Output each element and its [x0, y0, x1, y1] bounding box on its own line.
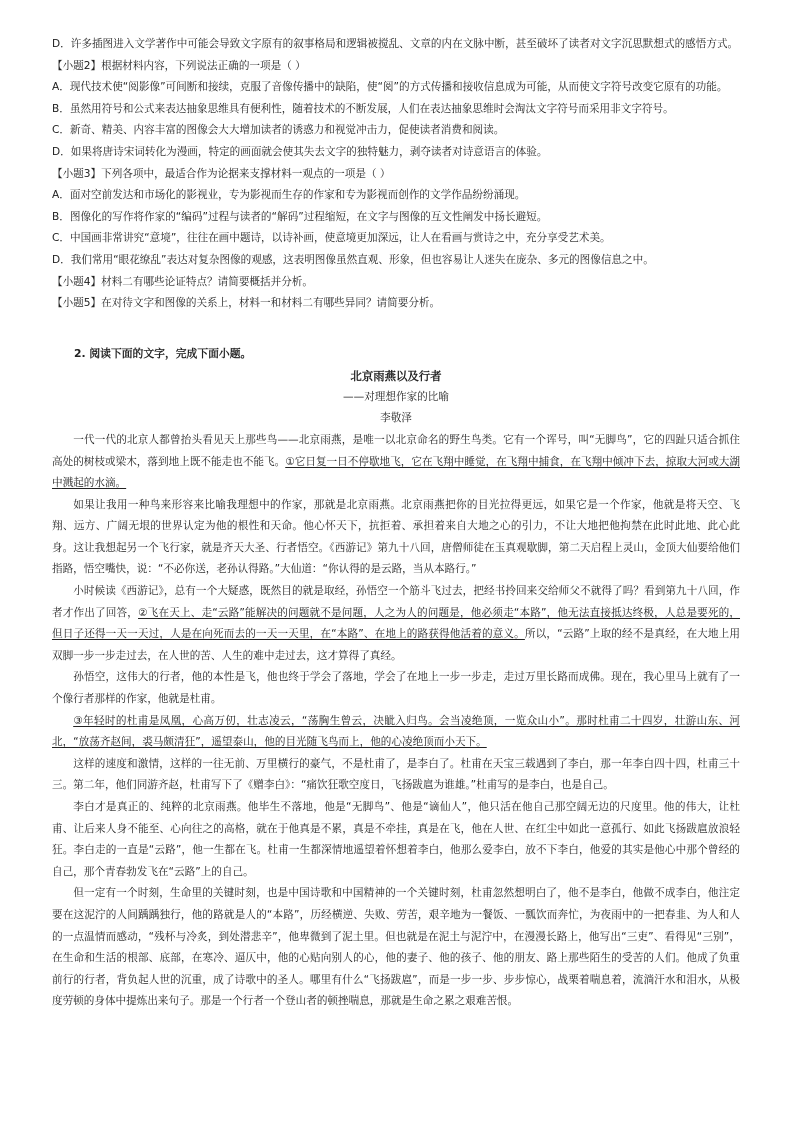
q2-option-d: D．如果将唐诗宋词转化为漫画，特定的画面就会使其失去文字的独特魅力，剥夺读者对诗意语言的体验。 — [52, 145, 548, 158]
paragraph-4: 孙悟空，这伟大的行者，他的本性是飞，他也终于学会了落地，学会了在地上一步一步走，走过万里长路而成佛。现在，我心里马上就有了一个像行者那样的作家，他就是杜甫。 — [52, 671, 740, 706]
section-heading: 2. 阅读下面的文字，完成下面小题。 — [74, 346, 252, 360]
paragraph-1 — [52, 430, 740, 495]
q3-stem: 【小题3】下列各项中，最适合作为论据来支撑材料一观点的一项是（ ） — [52, 167, 391, 180]
q2-option-c: C．新奇、精美、内容丰富的图像会大大增加读者的诱惑力和视觉冲击力，促使读者消费和阅读。 — [52, 124, 505, 137]
q2-stem: 【小题2】根据材料内容，下列说法正确的一项是（ ） — [52, 59, 306, 72]
section-gap — [52, 315, 740, 343]
paragraph-6: 这样的速度和激情，这样的一往无前、万里横行的豪气，不是杜甫了，是李白了。杜甫在天宝三载遇到了李白，那一年李白四十四，杜甫三十三。第二年，他们同游齐赵，杜甫写下了《赠李白》：“痛饮狂歌空度日，飞扬跋扈为谁雄。”杜甫写的是李白，也是自己。 — [52, 757, 740, 792]
q3-option-d: D．我们常用“眼花缭乱”表达对复杂图像的观感，这表明图像虽然直观、形象，但也容易让人迷失在庞杂、多元的图像信息之中。 — [52, 253, 654, 266]
underlined-sentence-2: ②飞在天上、走“云路”能解决的问题就不是问题，人之为人的问题是，他必须走“本路”，他无法直接抵达终极，人总是要死的，但日子还得一天一天过，人是在向死而去的一天一天里，在“本路”、在地上的路获得他活着的意义。 — [52, 606, 741, 641]
article-subtitle: ——对理想作家的比喻 — [343, 390, 449, 403]
paragraph-7: 李白才是真正的、纯粹的北京雨燕。他毕生不落地，他是“无脚鸟”、他是“谪仙人”，他只活在他自己那空阔无边的尺度里。他的伟大，让杜甫、让后来人身不能至、心向往之的高格，就在于他真是不累，真是不牵挂，真是在飞，他在人世、在红尘中如此一意孤行、如此飞扬跋扈放浪轻狂。李白走的一直是“云路”，他一生都在飞。杜甫一生都深情地遥望着怀想着李白，他那么爱李白，放不下李白，他爱的其实是他心中那个曾经的自己，那个青春勃发飞在“云路”上的自己。 — [52, 801, 740, 878]
paragraph-2: 如果让我用一种鸟来形容来比喻我理想中的作家，那就是北京雨燕。北京雨燕把你的目光拉得更远，如果它是一个作家，他就是将天空、飞翔、远方、广阔无垠的世界认定为他的根性和天命。他心怀天下，抗拒着、承担着来自大地之心的引力，不让大地把他拘禁在此时此地、此心此身。这让我想起另一个飞行家，就是齐天大圣、行者悟空。《西游记》第九十八回，唐僧师徒在玉真观歇脚，第二天启程上灵山，金顶大仙要给他们指路，悟空嘴快，说：“不必你送，老孙认得路。”大仙道：“你认得的是云路，当从本路行。” — [52, 498, 740, 576]
paragraph-1-text: 一代一代的北京人都曾抬头看见天上那些鸟——北京雨燕，是唯一以北京命名的野生鸟类。它有一个诨号，叫“无脚鸟”，它的四趾只适合抓住高处的树枝或梁木，落到地上既不能走也不能飞。 — [52, 433, 740, 468]
paragraph-3-text-b: 所以，“云路”上取的经不是真经，在大地上用双脚一步一步走过去，在人世的苦、人生的难中走过去，这才算得了真经。 — [52, 628, 740, 662]
q5-stem: 【小题5】在对待文字和图像的关系上，材料一和材料二有哪些异同？请简要分析。 — [52, 297, 441, 310]
q2-option-b: B．虽然用符号和公式来表达抽象思维具有便利性，随着技术的不断发展，人们在表达抽象思维时会淘汰文字符号而采用非文字符号。 — [52, 102, 674, 115]
q3-option-b: B．图像化的写作将作家的“编码”过程与读者的“解码”过程缩短，在文字与图像的互文性阐发中扬长避短。 — [52, 210, 548, 223]
q1-option-d: D．许多插图进入文学著作中可能会导致文字原有的叙事格局和逻辑被搅乱、文章的内在文脉中断，甚至破坏了读者对文字沉思默想式的感悟方式。 — [52, 38, 739, 50]
q3-option-a: A．面对空前发达和市场化的影视业，专为影视而生存的作家和专为影视而创作的文学作品纷纷涌现。 — [52, 189, 526, 202]
q3-option-c: C．中国画非常讲究“意境”，往往在画中题诗，以诗补画，使意境更加深远，让人在看画与赏诗之中，充分享受艺术美。 — [52, 232, 611, 245]
q4-stem: 【小题4】材料二有哪些论证特点？请简要概括并分析。 — [52, 275, 313, 288]
paragraph-5 — [52, 711, 740, 754]
article-author: 李敬泽 — [380, 412, 412, 425]
underlined-sentence-3: ③年轻时的杜甫是凤凰，心高万仞，壮志凌云，“荡胸生曾云，决眦入归鸟。会当凌绝顶，一览众山小”。那时杜甫二十四岁，壮游山东、河北，“放荡齐赵间，裘马颇清狂”，遥望泰山，他的目光随飞鸟而上，他的心凌绝顶而小天下。 — [52, 714, 740, 749]
underlined-sentence-1: ①它日复一日不停歇地飞，它在飞翔中睡觉，在飞翔中捕食，在飞翔中倾冲下去，掠取大河或大湖中溅起的水滴。 — [52, 455, 740, 490]
paragraph-3-text-a: 小时候读《西游记》，总有一个大疑惑，既然目的就是取经，孙悟空一个筋斗飞过去，把经书拎回来交给师父不就得了吗？看到第九十八回，作者才作出了回答， — [52, 585, 740, 619]
q2-option-a: A．现代技术使“阅影像”可间断和接续，克服了音像传播中的缺陷，使“阅”的方式传播和接收信息成为可能，从而使文字符号改变它原有的功能。 — [52, 81, 728, 94]
paragraph-3 — [52, 581, 740, 667]
document-page — [52, 34, 740, 1013]
article-title: 北京雨燕以及行者 — [350, 368, 442, 383]
paragraph-8: 但一定有一个时刻，生命里的关键时刻，也是中国诗歌和中国精神的一个关键时刻，杜甫忽然想明白了，他不是李白，他做不成李白，他注定要在这泥泞的人间踽踽独行，他的路就是人的“本路”，历经横逆、失败、劳苦，艰辛地为一餐饭、一瓢饮而奔忙，为夜雨中的一把春韭、为人和人的一点温情而感动，“残杯与冷炙，到处潜悲辛”，他卑微到了泥土里。但也就是在泥土与泥泞中，在漫漫长路上，他写出“三吏”、看得见“三别”，在生命和生活的根部、底部，在寒冷、逼仄中，他的心贴向别人的心，他的妻子、他的孩子、他的朋友、路上那些陌生的受苦的人们。他成了负重前行的行者，背负起人世的沉重，成了诗歌中的圣人。哪里有什么“飞扬跋扈”，而是一步一步、步步惊心，战栗着喘息着，流淌汗水和泪水，从极度劳顿的身体中提炼出来句子。那是一个行者一个登山者的顿挫喘息，那就是生命之累之艰难苦恨。 — [52, 887, 740, 1008]
